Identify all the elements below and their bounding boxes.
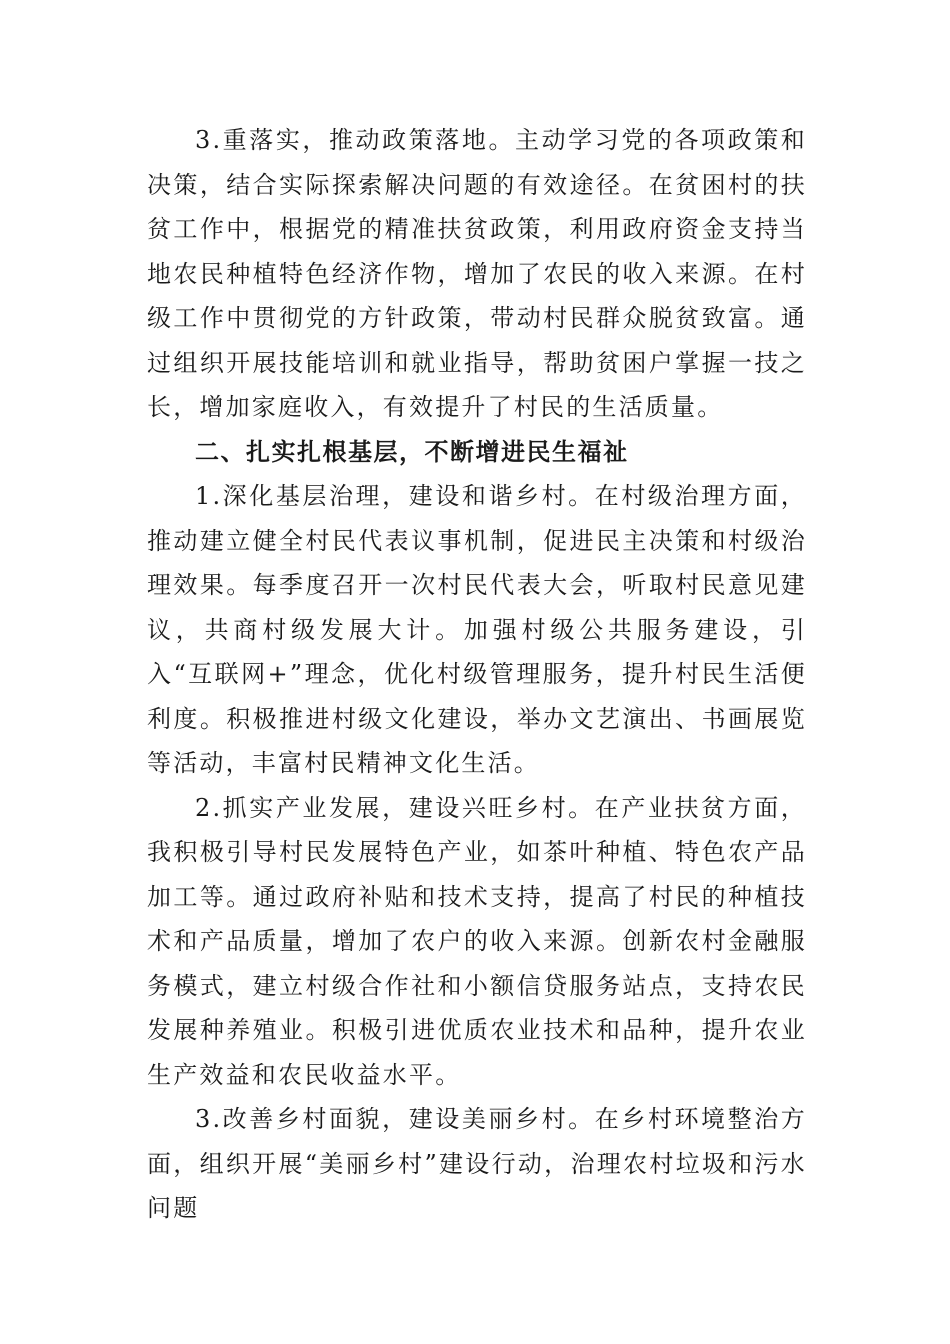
paragraph-village-appearance: 3.改善乡村面貌，建设美丽乡村。在乡村环境整治方面，组织开展“美丽乡村”建设行动，治理农村垃圾和污水问题: [147, 1105, 807, 1222]
section-heading-grassroots: 二、扎实扎根基层，不断增进民生福祉: [195, 437, 629, 466]
paragraph-industry-development: 2.抓实产业发展，建设兴旺乡村。在产业扶贫方面，我积极引导村民发展特色产业，如茶叶种植、特色农产品加工等。通过政府补贴和技术支持，提高了村民的种植技术和产品质量，增加了农户的收入来源。创新农村金融服务模式，建立村级合作社和小额信贷服务站点，支持农民发展种养殖业。积极引进优质农业技术和品种，提升农业生产效益和农民收益水平。: [147, 793, 807, 1089]
paragraph-grassroots-governance: 1.深化基层治理，建设和谐乡村。在村级治理方面，推动建立健全村民代表议事机制，促进民主决策和村级治理效果。每季度召开一次村民代表大会，听取村民意见建议，共商村级发展大计。加强村级公共服务建设，引入“互联网+”理念，优化村级管理服务，提升村民生活便利度。积极推进村级文化建设，举办文艺演出、书画展览等活动，丰富村民精神文化生活。: [147, 482, 807, 777]
paragraph-policy-implementation: 3.重落实，推动政策落地。主动学习党的各项政策和决策，结合实际探索解决问题的有效途径。在贫困村的扶贫工作中，根据党的精准扶贫政策，利用政府资金支持当地农民种植特色经济作物，增加了农民的收入来源。在村级工作中贯彻党的方针政策，带动村民群众脱贫致富。通过组织开展技能培训和就业指导，帮助贫困户掌握一技之长，增加家庭收入，有效提升了村民的生活质量。: [147, 126, 807, 421]
document-body: [147, 118, 807, 1231]
